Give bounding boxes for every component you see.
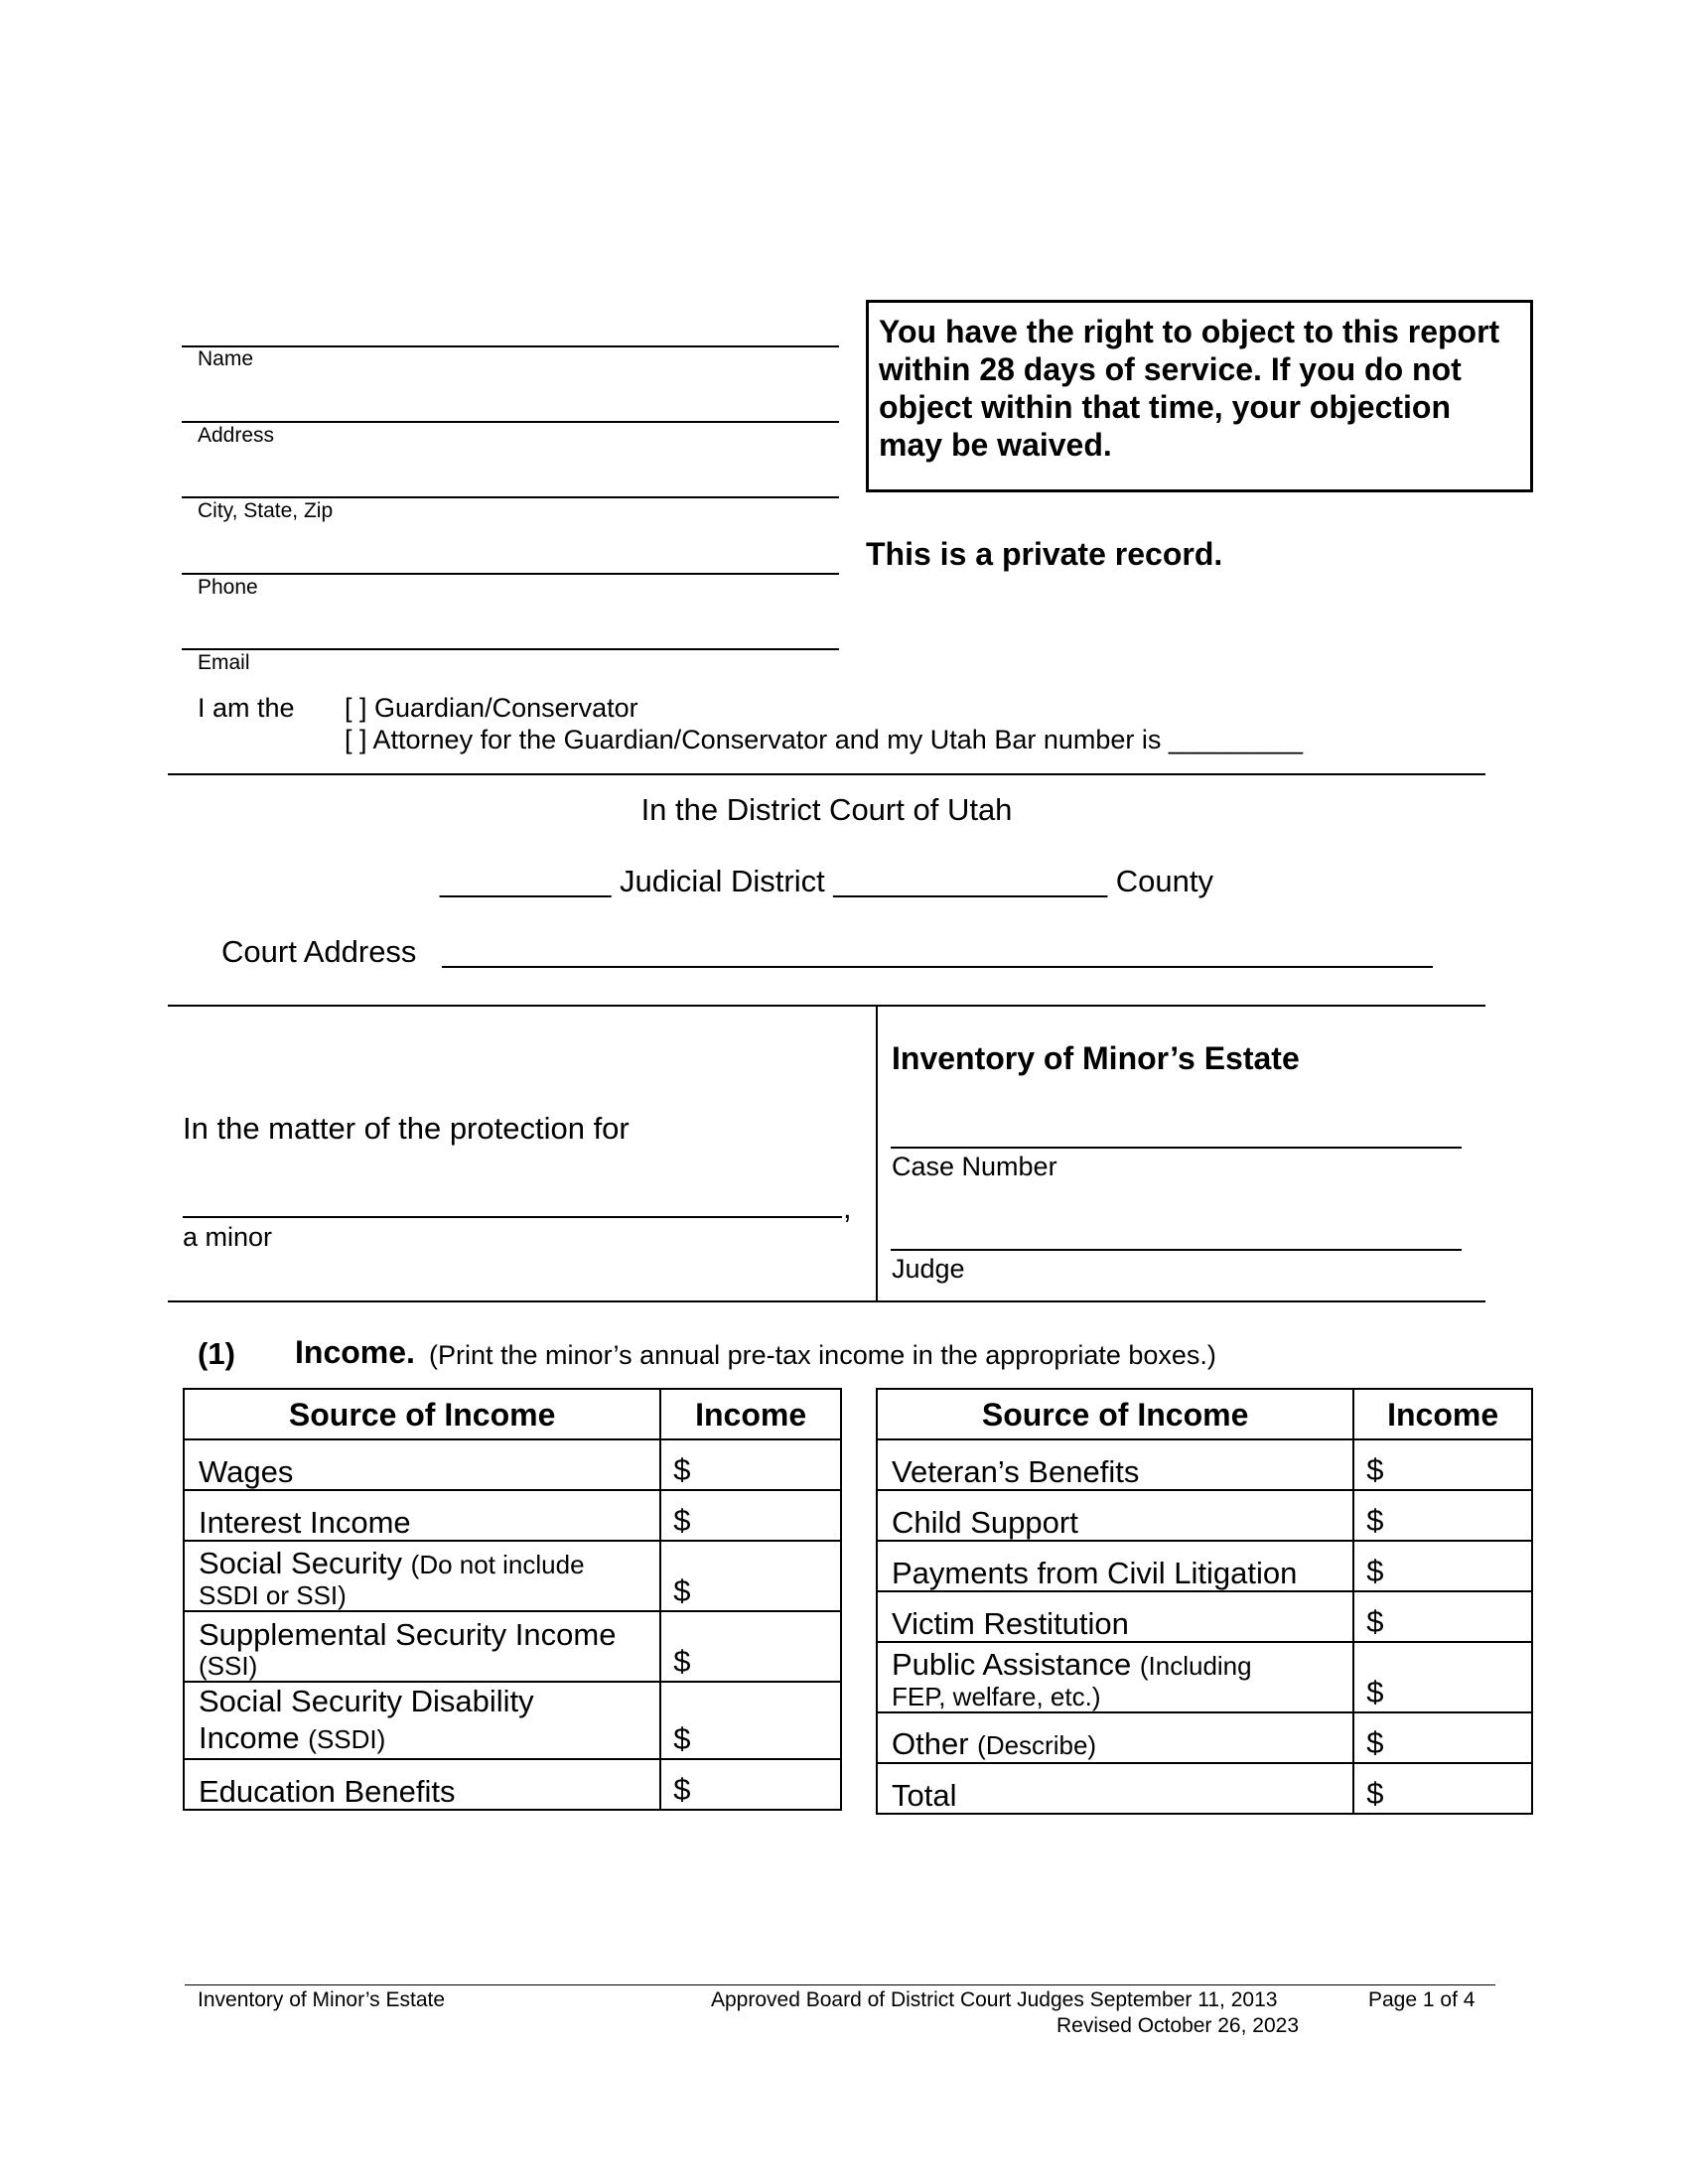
table-row	[184, 1541, 841, 1611]
phone-line[interactable]	[182, 573, 839, 575]
interest-income-amount[interactable]: $	[660, 1490, 841, 1541]
education-benefits-amount[interactable]: $	[660, 1759, 841, 1810]
public-assistance-note-2: FEP, welfare, etc.)	[892, 1682, 1101, 1711]
wages-amount[interactable]: $	[660, 1439, 841, 1490]
victim-restitution-amount[interactable]: $	[1353, 1591, 1532, 1642]
social-security-note-2: SSDI or SSI)	[199, 1580, 347, 1610]
city-state-zip-label: City, State, Zip	[198, 499, 334, 522]
ssdi-label	[184, 1682, 660, 1759]
civil-litigation-amount[interactable]: $	[1353, 1541, 1532, 1591]
social-security-note: (Do not include	[410, 1550, 585, 1579]
judge-line[interactable]	[891, 1249, 1462, 1251]
table-row	[184, 1439, 841, 1490]
public-assistance-label	[877, 1642, 1353, 1712]
section-1-number: (1)	[198, 1336, 235, 1371]
other-amount[interactable]: $	[1353, 1712, 1532, 1763]
role-guardian-option[interactable]: [ ] Guardian/Conservator	[345, 693, 638, 723]
income-table-right	[876, 1388, 1533, 1815]
total-label: Total	[877, 1763, 1353, 1814]
veterans-benefits-label: Veteran’s Benefits	[877, 1439, 1353, 1490]
matter-label: In the matter of the protection for	[183, 1111, 630, 1146]
footer-divider	[185, 1984, 1495, 1985]
source-of-income-header: Source of Income	[184, 1389, 660, 1439]
table-row	[877, 1439, 1532, 1490]
table-row	[877, 1591, 1532, 1642]
veterans-benefits-amount[interactable]: $	[1353, 1439, 1532, 1490]
other-note: (Describe)	[977, 1730, 1097, 1760]
table-row	[877, 1642, 1532, 1712]
table-row	[877, 1541, 1532, 1591]
social-security-main: Social Security	[199, 1546, 403, 1580]
city-state-zip-line[interactable]	[182, 496, 839, 498]
minor-label: a minor	[183, 1222, 273, 1252]
table-row	[877, 1763, 1532, 1814]
name-line[interactable]	[182, 345, 839, 347]
public-assistance-amount[interactable]: $	[1353, 1642, 1532, 1712]
source-of-income-header-right: Source of Income	[877, 1389, 1353, 1439]
case-number-line[interactable]	[891, 1147, 1462, 1149]
address-label: Address	[198, 424, 275, 447]
email-label: Email	[198, 651, 250, 674]
public-assistance-main: Public Assistance	[892, 1647, 1132, 1682]
ssi-label	[184, 1611, 660, 1682]
address-line[interactable]	[182, 421, 839, 423]
civil-litigation-label: Payments from Civil Litigation	[877, 1541, 1353, 1591]
table-row	[184, 1682, 841, 1759]
caption-divider	[168, 1300, 1485, 1302]
ssdi-main-2: Income	[199, 1720, 300, 1755]
caption-vertical-divider	[876, 1005, 878, 1300]
ssi-note: (SSI)	[199, 1651, 258, 1681]
interest-income-label: Interest Income	[184, 1490, 660, 1541]
footer-revised: Revised October 26, 2023	[1056, 2014, 1299, 2037]
court-address-line[interactable]	[442, 966, 1433, 968]
document-title: Inventory of Minor’s Estate	[892, 1040, 1300, 1076]
footer-form-title: Inventory of Minor’s Estate	[198, 1988, 446, 2011]
education-benefits-label: Education Benefits	[184, 1759, 660, 1810]
table-row	[877, 1712, 1532, 1763]
social-security-label	[184, 1541, 660, 1611]
objection-notice-box: You have the right to object to this report within 28 days of service. If you do not object within that time, your objection may be waived.	[866, 300, 1533, 492]
judge-label: Judge	[892, 1254, 965, 1284]
minor-name-line[interactable]	[183, 1216, 842, 1218]
public-assistance-note: (Including	[1139, 1651, 1252, 1681]
name-label: Name	[198, 347, 254, 370]
header-divider	[168, 773, 1485, 775]
ssi-amount[interactable]: $	[660, 1611, 841, 1682]
footer-page-number: Page 1 of 4	[1368, 1988, 1476, 2011]
income-header: Income	[660, 1389, 841, 1439]
section-1-title: Income.	[295, 1334, 415, 1370]
minor-comma: ,	[843, 1190, 852, 1225]
social-security-amount[interactable]: $	[660, 1541, 841, 1611]
table-row	[184, 1759, 841, 1810]
ssdi-note: (SSDI)	[308, 1724, 386, 1754]
case-number-label: Case Number	[892, 1152, 1057, 1181]
child-support-amount[interactable]: $	[1353, 1490, 1532, 1541]
child-support-label: Child Support	[877, 1490, 1353, 1541]
i-am-the-label: I am the	[198, 693, 295, 723]
court-divider	[168, 1005, 1485, 1007]
phone-label: Phone	[198, 576, 258, 599]
total-amount[interactable]: $	[1353, 1763, 1532, 1814]
wages-label: Wages	[184, 1439, 660, 1490]
footer-approved: Approved Board of District Court Judges September 11, 2013	[711, 1988, 1278, 2011]
table-row	[184, 1611, 841, 1682]
district-county-line[interactable]: __________ Judicial District ________________ County	[439, 864, 1214, 898]
other-main: Other	[892, 1726, 969, 1761]
table-row	[184, 1490, 841, 1541]
private-record-notice: This is a private record.	[866, 536, 1223, 572]
ssdi-amount[interactable]: $	[660, 1682, 841, 1759]
income-table-left	[183, 1388, 842, 1811]
role-attorney-option[interactable]: [ ] Attorney for the Guardian/Conservator and my Utah Bar number is _________	[345, 725, 1304, 754]
email-line[interactable]	[182, 648, 839, 650]
income-header-right: Income	[1353, 1389, 1532, 1439]
ssdi-main: Social Security Disability	[199, 1684, 534, 1718]
victim-restitution-label: Victim Restitution	[877, 1591, 1353, 1642]
section-1-instructions: (Print the minor’s annual pre-tax income in the appropriate boxes.)	[429, 1340, 1216, 1370]
other-label	[877, 1712, 1353, 1763]
court-address-label: Court Address	[221, 934, 417, 969]
ssi-main: Supplemental Security Income	[199, 1617, 617, 1652]
table-row	[877, 1490, 1532, 1541]
court-title: In the District Court of Utah	[640, 792, 1013, 827]
